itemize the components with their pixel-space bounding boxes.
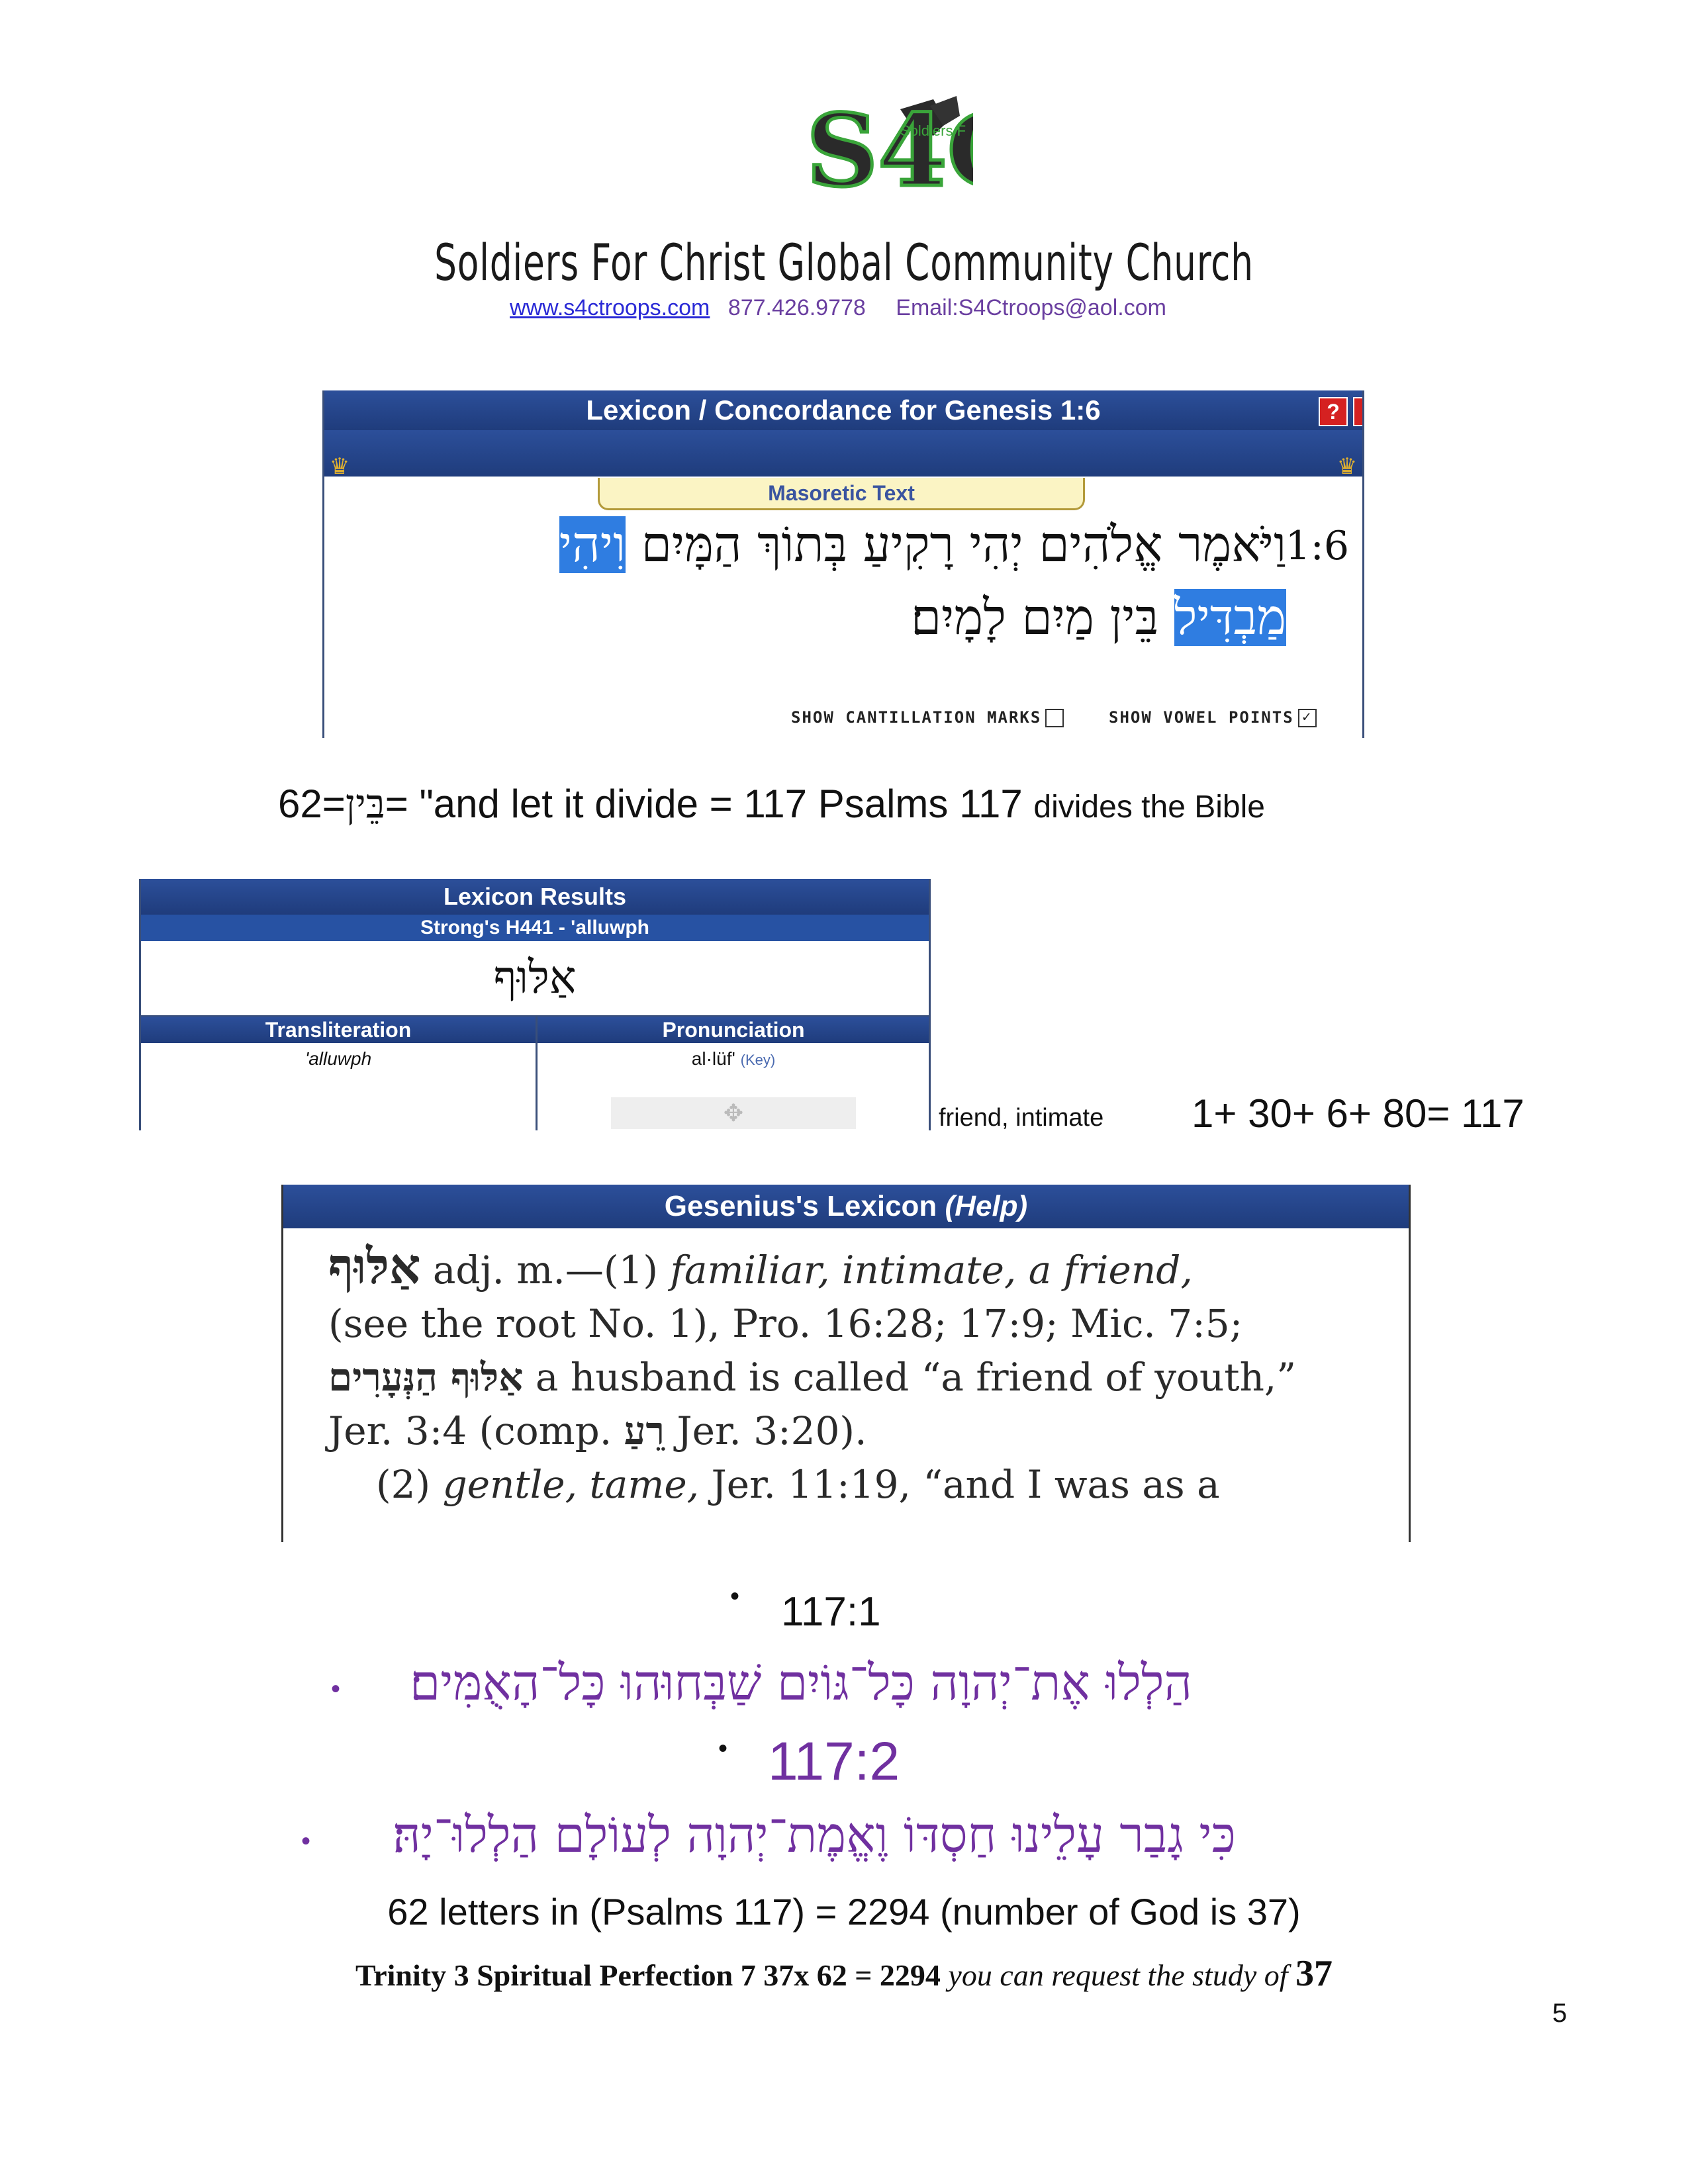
column-divider — [536, 1017, 538, 1130]
verse-text — [324, 516, 1362, 675]
lexicon-concordance-panel — [322, 390, 1364, 738]
verse-number: 1:6 — [1285, 523, 1349, 569]
church-name: Soldiers For Christ Global Community Church — [434, 233, 1254, 292]
vowel-option[interactable] — [1109, 708, 1317, 727]
display-options — [324, 708, 1362, 731]
panel-band — [324, 430, 1362, 477]
title-main: Gesenius's Lexicon — [664, 1190, 945, 1222]
column-pronunciation: Pronunciation — [662, 1018, 805, 1042]
bullet: • — [301, 1827, 311, 1856]
phone-number: 877.426.9778 — [727, 295, 866, 320]
letter-count-note: 62 letters in (Psalms 117) = 2294 (number of God is 37) — [387, 1891, 1301, 1933]
verse-line-1 — [559, 516, 1286, 574]
option-label: SHOW VOWEL POINTS — [1109, 708, 1294, 727]
gematria-sum: 1+ 30+ 6+ 80= 117 — [1192, 1091, 1524, 1136]
column-header-row — [141, 1017, 929, 1043]
verse-117-1-hebrew: הַלְלוּ אֶת־יְהוָה כָּל־גּוֹיִם שַׁבְּחוּהוּ כָּל־הָאֻמִּים׃ — [409, 1655, 1192, 1711]
divide-text: = "and let it divide = 117 Psalms 117 — [385, 782, 1034, 826]
option-label: SHOW CANTILLATION MARKS — [791, 708, 1042, 727]
vowel-checkbox[interactable]: ✓ — [1298, 709, 1317, 727]
bullet: • — [331, 1674, 341, 1704]
entry-text: Jer. 11:19, “and I was as a — [699, 1462, 1220, 1507]
entry-definition: familiar, intimate, a friend, — [670, 1248, 1193, 1293]
hebrew-bein: בֵּין — [345, 781, 385, 827]
bullet: • — [718, 1734, 728, 1763]
lexicon-entry — [328, 1240, 1374, 1512]
email-address: Email:S4Ctroops@aol.com — [896, 295, 1166, 320]
divide-value: 62= — [278, 782, 346, 826]
panel-title — [283, 1185, 1409, 1228]
contact-line — [0, 295, 1688, 321]
verse-number-117-1: 117:1 — [781, 1589, 881, 1635]
highlighted-word: מַבְדִּיל — [1174, 589, 1286, 646]
help-link[interactable]: (Help) — [945, 1190, 1028, 1222]
website-link[interactable]: www.s4ctroops.com — [510, 295, 710, 320]
trinity-italic: you can request the study of — [948, 1958, 1296, 1992]
pronunciation-key-link[interactable]: (Key) — [740, 1052, 776, 1068]
transliteration-value: 'alluwph — [305, 1048, 372, 1069]
entry-text: adj. m.—(1) — [420, 1248, 671, 1293]
entry-line — [328, 1404, 1374, 1458]
pronunciation-value: al·lüf' — [691, 1048, 735, 1069]
entry-text: Jer. 3:20). — [664, 1408, 867, 1453]
page-number: 5 — [1552, 1999, 1568, 2028]
church-logo — [801, 96, 973, 228]
verse-line-2 — [911, 589, 1286, 647]
entry-line: (see the root No. 1), Pro. 16:28; 17:9; Mic. 7:5; — [328, 1301, 1243, 1346]
headword: אַלּוּף — [328, 1238, 421, 1295]
trinity-bold: Trinity 3 Spiritual Perfection 7 37x 62 = 2294 — [355, 1958, 949, 1992]
verse-text-part: וַיֹּאמֶר אֱלֹהִים יְהִי רָקִיעַ בְּתוֹךְ הַמָּיִם — [626, 516, 1286, 573]
hebrew-word: אַלּוּף — [141, 941, 929, 1017]
crown-icon: ♛ — [329, 454, 350, 479]
highlighted-word: וִיהִי — [559, 516, 626, 573]
verse-117-2-hebrew: כִּי גָבַר עָלֵינוּ חַסְדּוֹ וֶאֱמֶת־יְהוָה לְעוֹלָם הַלְלוּ־יָהּ׃ — [393, 1807, 1236, 1864]
entry-text: Jer. 3:4 (comp. — [328, 1408, 624, 1453]
entry-line — [328, 1240, 1374, 1297]
hebrew-word: רֵעַ — [624, 1408, 665, 1453]
entry-text: a husband is called “a friend of youth,” — [523, 1355, 1297, 1400]
verse-number-117-2: 117:2 — [768, 1731, 900, 1792]
verse-text-part: בֵּין מַיִם לָמָיִם׃ — [910, 589, 1174, 646]
crown-icon: ♛ — [1336, 454, 1358, 479]
logo-small-text: Soldiers F — [900, 122, 966, 139]
meaning-text: friend, intimate — [939, 1104, 1104, 1132]
panel-title: Lexicon / Concordance for Genesis 1:6 — [324, 390, 1362, 430]
divide-note — [278, 781, 1536, 834]
entry-line — [328, 1351, 1374, 1404]
column-transliteration: Transliteration — [265, 1018, 412, 1042]
plugin-placeholder-icon: ✥ — [611, 1097, 856, 1129]
entry-definition: gentle, tame, — [442, 1462, 700, 1507]
close-button[interactable] — [1353, 397, 1364, 426]
entry-text: (2) — [376, 1462, 443, 1507]
strongs-subtitle: Strong's H441 - 'alluwph — [141, 915, 929, 941]
tab-masoretic-text[interactable]: Masoretic Text — [598, 478, 1085, 510]
help-button[interactable]: ? — [1319, 397, 1348, 426]
bullet: • — [730, 1582, 740, 1611]
hebrew-phrase: אַלּוּף הַנְּעָרִים — [328, 1355, 524, 1400]
lexicon-results-panel — [139, 879, 931, 1130]
cantillation-checkbox[interactable] — [1045, 709, 1064, 727]
divide-text-small: divides the Bible — [1033, 790, 1265, 825]
trinity-number: 37 — [1295, 1953, 1333, 1994]
gesenius-lexicon-panel — [281, 1185, 1411, 1542]
entry-line — [328, 1458, 1374, 1512]
panel-title: Lexicon Results — [141, 879, 929, 915]
logo-letters: S4 — [806, 96, 947, 209]
trinity-note — [0, 1952, 1688, 1995]
pronunciation-cell — [538, 1043, 929, 1069]
cantillation-option[interactable] — [791, 708, 1064, 727]
